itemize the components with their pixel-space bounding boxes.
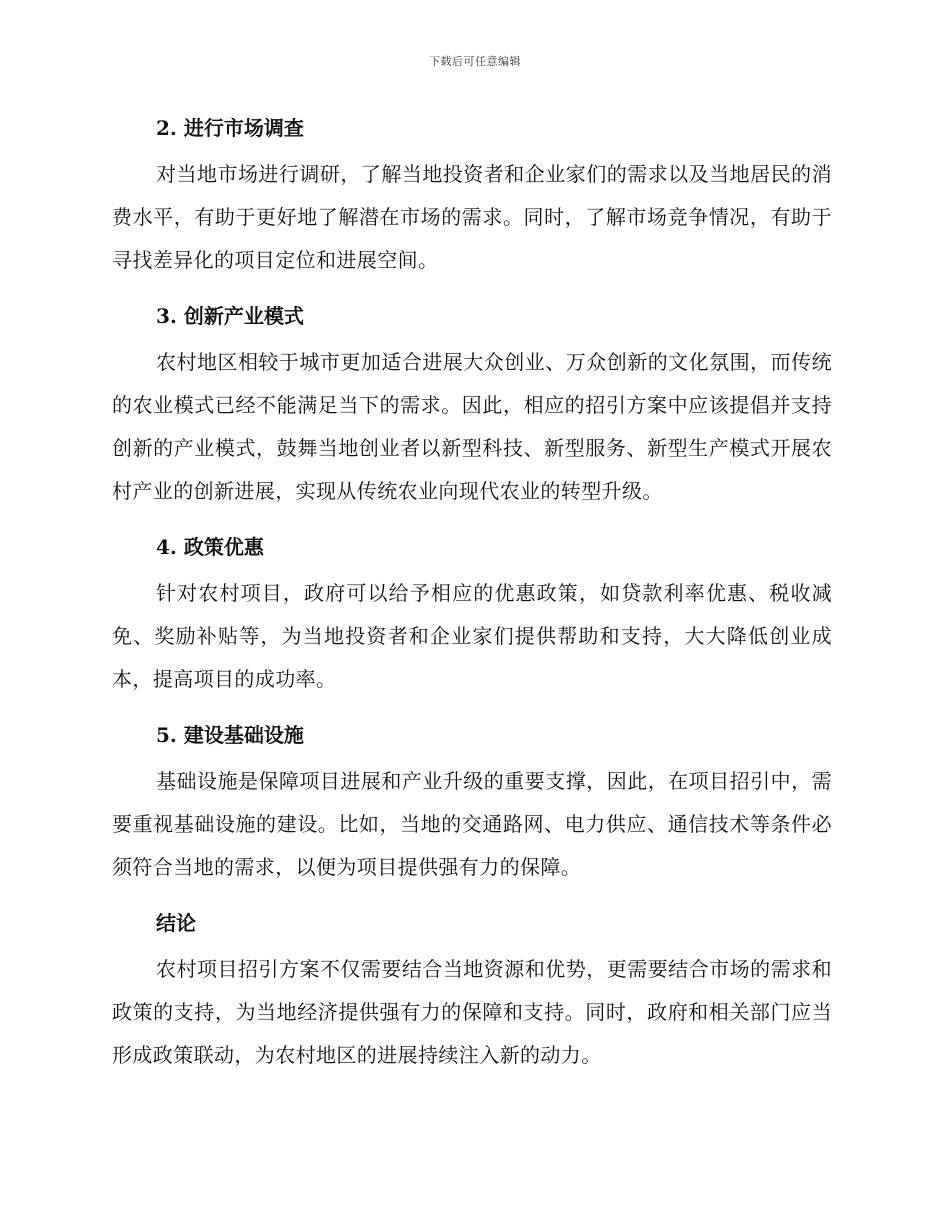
section-heading: 3. 创新产业模式 xyxy=(156,304,304,328)
page-header-note: 下载后可任意编辑 xyxy=(429,55,521,68)
section-paragraph: 基础设施是保障项目进展和产业升级的重要支撑，因此，在项目招引中，需要重视基础设施的建设。比如，当地的交通路网、电力供应、通信技术等条件必须符合当地的需求，以便为项目提供强有力的保障。 xyxy=(112,769,832,879)
section-heading: 结论 xyxy=(156,911,196,935)
section-infrastructure xyxy=(112,715,832,889)
section-paragraph: 农村项目招引方案不仅需要结合当地资源和优势，更需要结合市场的需求和政策的支持，为当地经济提供强有力的保障和支持。同时，政府和相关部门应当形成政策联动，为农村地区的进展持续注入新的动力。 xyxy=(112,957,832,1067)
section-innovation-model xyxy=(112,296,832,513)
section-paragraph: 对当地市场进行调研，了解当地投资者和企业家们的需求以及当地居民的消费水平，有助于更好地了解潜在市场的需求。同时，了解市场竞争情况，有助于寻找差异化的项目定位和进展空间。 xyxy=(112,162,832,272)
section-market-research xyxy=(112,108,832,282)
section-heading: 5. 建设基础设施 xyxy=(156,723,304,747)
section-conclusion xyxy=(112,903,832,1077)
section-heading: 2. 进行市场调查 xyxy=(156,116,304,140)
section-paragraph: 针对农村项目，政府可以给予相应的优惠政策，如贷款利率优惠、税收减免、奖励补贴等，为当地投资者和企业家们提供帮助和支持，大大降低创业成本，提高项目的成功率。 xyxy=(112,581,832,691)
document-body xyxy=(112,108,832,1091)
section-policy-incentives xyxy=(112,527,832,701)
section-paragraph: 农村地区相较于城市更加适合进展大众创业、万众创新的文化氛围，而传统的农业模式已经不能满足当下的需求。因此，相应的招引方案中应该提倡并支持创新的产业模式，鼓舞当地创业者以新型科技、新型服务、新型生产模式开展农村产业的创新进展，实现从传统农业向现代农业的转型升级。 xyxy=(112,350,832,503)
section-heading: 4. 政策优惠 xyxy=(156,535,264,559)
